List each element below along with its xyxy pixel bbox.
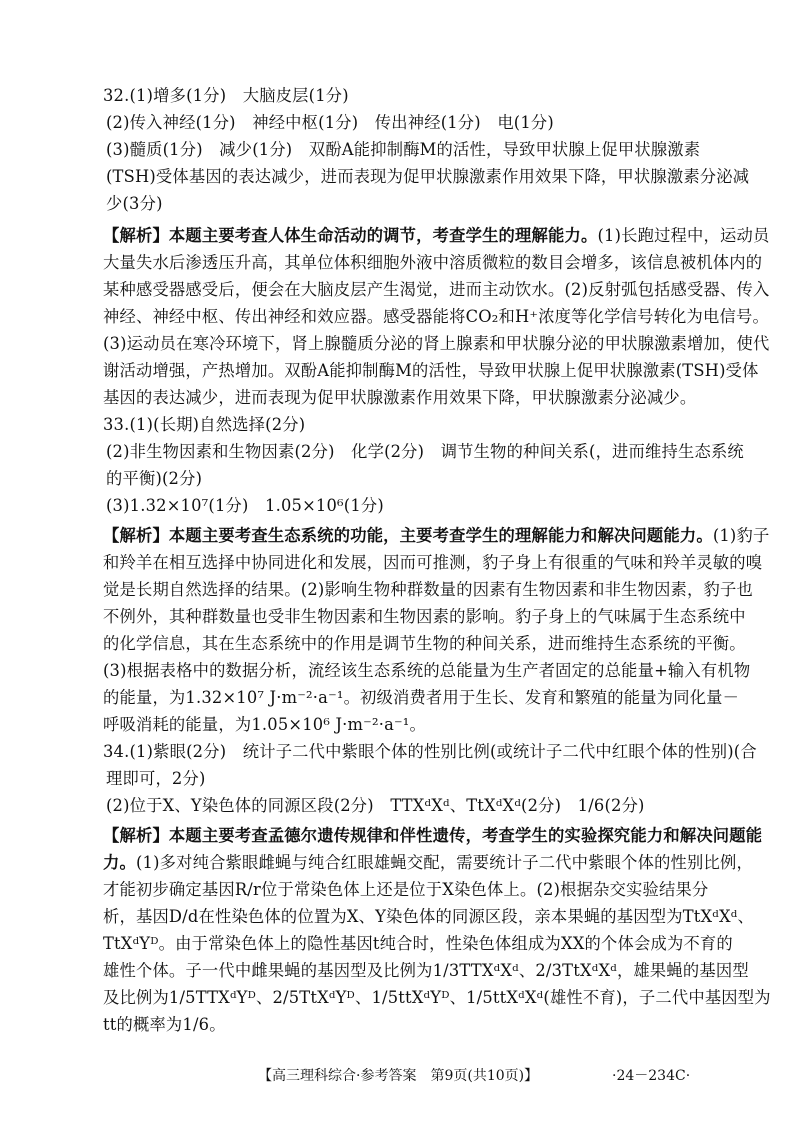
q34-answer-line-3: (2)位于X、Y染色体的同源区段(2分) TTXᵈXᵈ、TtXᵈXᵈ(2分) 1/6(2分)	[106, 796, 645, 815]
q32-analysis-line-3: 某种感受器感受后，便会在大脑皮层产生渴觉，进而主动饮水。(2)反射弧包括感受器、传入	[103, 280, 770, 299]
q34-answer-line-1: 34.(1)紫眼(2分) 统计子二代中紫眼个体的性别比例(或统计子二代中红眼个体的性别)(合	[103, 742, 757, 761]
q34-analysis-line-4: TtXᵈYᴰ。由于常染色体上的隐性基因t纯合时，性染色体组成为XX的个体会成为不育的	[103, 934, 733, 953]
q33-answer-line-4: (3)1.32×10⁷(1分) 1.05×10⁶(1分)	[106, 496, 384, 515]
footer-page-info: 【高三理科综合·参考答案 第9页(共10页)】	[258, 1068, 539, 1084]
q33-analysis-heading: 【解析】本题主要考查生态系统的功能，主要考查学生的理解能力和解决问题能力。	[103, 526, 713, 545]
q32-analysis-text: (1)长跑过程中，运动员	[597, 226, 770, 245]
q32-analysis-line-5: (3)运动员在寒冷环境下，肾上腺髓质分泌的肾上腺素和甲状腺分泌的甲状腺激素增加，使代	[103, 334, 770, 353]
q33-analysis-line-3: 觉是长期自然选择的结果。(2)影响生物种群数量的因素有生物因素和非生物因素，豹子也	[103, 580, 753, 599]
q32-analysis-line-6: 谢活动增强，产热增加。双酚A能抑制酶M的活性，导致甲状腺上促甲状腺激素(TSH)受体	[103, 361, 759, 380]
q32-answer-line-2: (2)传入神经(1分) 神经中枢(1分) 传出神经(1分) 电(1分)	[106, 113, 554, 132]
q33-analysis-line-5: 的化学信息，其在生态系统中的作用是调节生物的种间关系，进而维持生态系统的平衡。	[103, 634, 746, 653]
q33-analysis-line-1	[103, 525, 769, 547]
q32-analysis-heading: 【解析】本题主要考查人体生命活动的调节，考查学生的理解能力。	[103, 226, 598, 245]
q34-analysis-line-7: tt的概率为1/6。	[103, 1015, 226, 1034]
q34-analysis-line-6: 及比例为1/5TTXᵈYᴰ、2/5TtXᵈYᴰ、1/5ttXᵈYᴰ、1/5ttXᵈXᵈ(雄性不育)，子二代中基因型为	[103, 988, 771, 1007]
q33-analysis-text: (1)豹子	[712, 526, 770, 545]
q32-answer-line-4: (TSH)受体基因的表达减少，进而表现为促甲状腺激素作用效果下降，甲状腺激素分泌减	[106, 167, 750, 186]
footer-exam-code: ·24－234C·	[612, 1068, 691, 1084]
q34-analysis-heading: 【解析】本题主要考查孟德尔遗传规律和伴性遗传，考查学生的实验探究能力和解决问题能	[103, 826, 763, 845]
q33-analysis-line-6: (3)根据表格中的数据分析，流经该生态系统的总能量为生产者固定的总能量+输入有机物	[103, 661, 751, 680]
q33-analysis-line-2: 和羚羊在相互选择中协同进化和发展，因而可推测，豹子身上有很重的气味和羚羊灵敏的嗅	[103, 553, 763, 572]
q33-analysis-line-7: 的能量，为1.32×10⁷ J·m⁻²·a⁻¹。初级消费者用于生长、发育和繁殖的能量为同化量－	[103, 688, 740, 707]
q34-analysis-line-2: 才能初步确定基因R/r位于常染色体上还是位于X染色体上。(2)根据杂交实验结果分	[103, 880, 709, 899]
q33-answer-line-3: 的平衡)(2分)	[106, 469, 203, 488]
q34-analysis-line-3: 析，基因D/d在性染色体的位置为X、Y染色体的同源区段，亲本果蝇的基因型为TtXᵈXᵈ、	[103, 907, 754, 926]
q33-answer-line-2: (2)非生物因素和生物因素(2分) 化学(2分) 调节生物的种间关系(，进而维持生态系统	[106, 442, 744, 461]
q33-analysis-line-8: 呼吸消耗的能量，为1.05×10⁶ J·m⁻²·a⁻¹。	[103, 715, 426, 734]
q34-analysis-line-1	[103, 852, 753, 874]
q33-analysis-line-4: 不例外，其种群数量也受非生物因素和生物因素的影响。豹子身上的气味属于生态系统中	[103, 607, 746, 626]
q32-analysis-line-4: 神经、神经中枢、传出神经和效应器。感受器能将CO₂和H⁺浓度等化学信号转化为电信号。	[103, 307, 769, 326]
q32-answer-line-3: (3)髓质(1分) 减少(1分) 双酚A能抑制酶M的活性，导致甲状腺上促甲状腺激素	[106, 140, 701, 159]
q32-answer-line-1: 32.(1)增多(1分) 大脑皮层(1分)	[103, 86, 349, 105]
q34-analysis-heading-tail: 力。	[103, 853, 136, 872]
q32-analysis-line-2: 大量失水后渗透压升高，其单位体积细胞外液中溶质微粒的数目会增多，该信息被机体内的	[103, 253, 763, 272]
q32-analysis-line-7: 基因的表达减少，进而表现为促甲状腺激素作用效果下降，甲状腺激素分泌减少。	[103, 388, 697, 407]
q32-analysis-line-1	[103, 225, 769, 247]
q34-analysis-text: (1)多对纯合紫眼雌蝇与纯合红眼雄蝇交配，需要统计子二代中紫眼个体的性别比例，	[135, 853, 753, 872]
q33-answer-line-1: 33.(1)(长期)自然选择(2分)	[103, 415, 306, 434]
q32-answer-line-5: 少(3分)	[106, 194, 163, 213]
q34-analysis-line-5: 雄性个体。子一代中雌果蝇的基因型及比例为1/3TTXᵈXᵈ、2/3TtXᵈXᵈ，雄果蝇的基因型	[103, 961, 749, 980]
q34-answer-line-2: 理即可，2分)	[106, 769, 206, 788]
